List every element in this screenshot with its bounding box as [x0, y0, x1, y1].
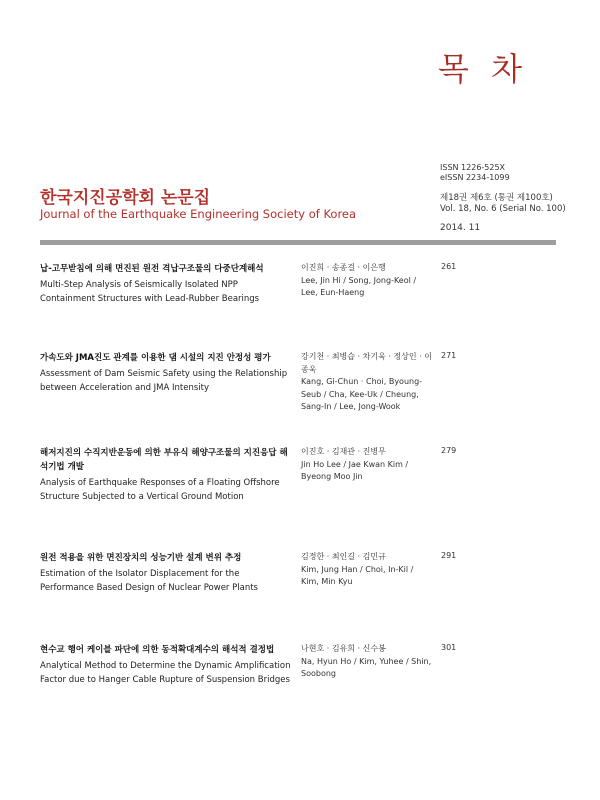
- article-title-ko: 현수교 행어 케이블 파단에 의한 동적확대계수의 해석적 결정법: [40, 645, 275, 655]
- article-authors: [301, 446, 433, 484]
- article-title-en: Analytical Method to Determine the Dynamic Amplification Factor due to Hanger Cable Rupture of Suspension Bridges: [40, 661, 291, 685]
- journal-name-en: Journal of the Earthquake Engineering Society of Korea: [40, 207, 357, 221]
- article-authors: [301, 262, 433, 300]
- article-title-ko: 원전 적용을 위한 면진장치의 성능기반 설계 변위 추정: [40, 553, 242, 563]
- authors-ko: 김정한 · 최인길 · 김민규: [301, 552, 386, 561]
- article-title-en: Multi-Step Analysis of Seismically Isolated NPP Containment Structures with Lead-Rubber Bearings: [40, 280, 260, 304]
- article-title-ko: 해저지진의 수직지반운동에 의한 부유식 해양구조물의 지진응답 해석기법 개발: [40, 448, 288, 472]
- article-page: 271: [441, 351, 457, 360]
- article-page: 279: [441, 446, 457, 455]
- article-authors: [301, 351, 433, 414]
- issn: ISSN 1226-525X: [440, 163, 506, 172]
- volume-info: [440, 193, 566, 215]
- article-authors: [301, 643, 433, 681]
- authors-en: Kang, Gi-Chun · Choi, Byoung-Seub / Cha, Kee-Uk / Cheung, Sang-In / Lee, Jong-Wook: [301, 377, 423, 411]
- article-page: 261: [441, 262, 457, 271]
- article-title-en: Analysis of Earthquake Responses of a Floating Offshore Structure Subjected to a Vertical Ground Motion: [40, 478, 280, 502]
- volume-ko: 제18권 제6호 (통권 제100호): [440, 193, 553, 203]
- authors-en: Lee, Jin Hi / Song, Jong-Keol / Lee, Eun-Haeng: [301, 275, 417, 297]
- eissn: eISSN 2234-1099: [440, 173, 510, 182]
- header-divider: [40, 240, 556, 245]
- article-authors: [301, 551, 433, 589]
- article-title-ko: 가속도와 JMA진도 관계를 이용한 댐 시설의 지진 안정성 평가: [40, 353, 271, 363]
- authors-ko: 이진호 · 김재관 · 진병무: [301, 447, 386, 456]
- article-title-ko: 납-고무받침에 의해 면진된 원전 격납구조물의 다중단계해석: [40, 264, 264, 274]
- article-page: 301: [441, 643, 457, 652]
- page-heading: 목 차: [438, 50, 528, 88]
- authors-ko: 나현호 · 김유희 · 신수봉: [301, 644, 386, 653]
- article-title-en: Estimation of the Isolator Displacement for the Performance Based Design of Nuclear Power Plants: [40, 569, 258, 593]
- journal-name-ko: 한국지진공학회 논문집: [40, 188, 211, 208]
- issue-date: 2014. 11: [440, 223, 481, 233]
- article-title-en: Assessment of Dam Seismic Safety using the Relationship between Acceleration and JMA Intensity: [40, 369, 288, 393]
- authors-ko: 강기천 · 최병습 · 차기욱 · 정상인 · 이종욱: [301, 352, 432, 374]
- authors-en: Jin Ho Lee / Jae Kwan Kim / Byeong Moo Jin: [301, 459, 409, 481]
- issn-block: [440, 163, 510, 183]
- authors-en: Kim, Jung Han / Choi, In-Kil / Kim, Min Kyu: [301, 564, 414, 586]
- authors-en: Na, Hyun Ho / Kim, Yuhee / Shin, Soobong: [301, 656, 432, 678]
- article-page: 291: [441, 551, 457, 560]
- authors-ko: 이진희 · 송종걸 · 이은행: [301, 263, 386, 272]
- volume-en: Vol. 18, No. 6 (Serial No. 100): [440, 204, 566, 214]
